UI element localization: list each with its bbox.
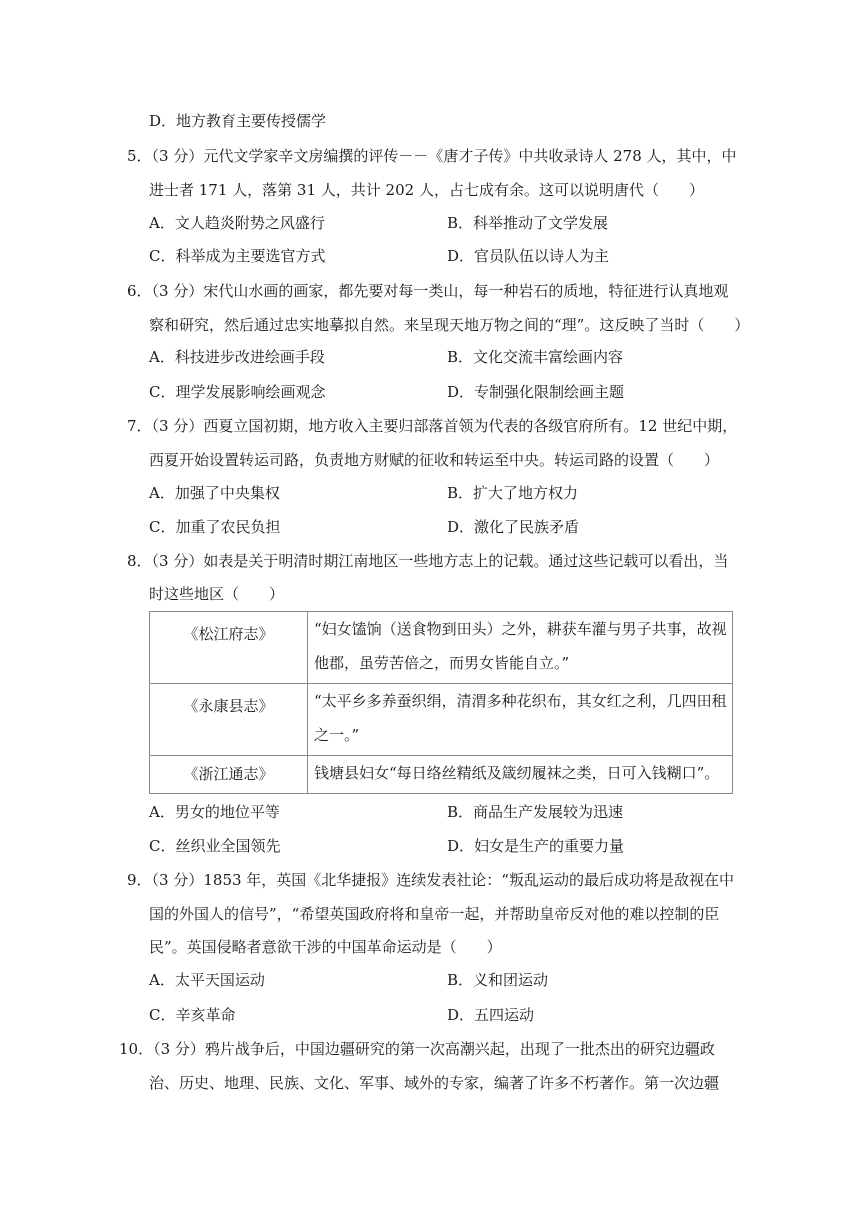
- q8-option-c: C．丝织业全国领先: [149, 837, 281, 855]
- table-row: [150, 684, 733, 756]
- table-row: [150, 612, 733, 684]
- q5-stem-line-1: 5．（3 分）元代文学家辛文房编撰的评传－－《唐才子传》中共收录诗人 278 人，其中，中: [127, 147, 737, 165]
- q8-option-d: D．妇女是生产的重要力量: [447, 837, 625, 855]
- q10-stem-line-2: 治、历史、地理、民族、文化、军事、域外的专家，编著了许多不朽著作。第一次边疆: [149, 1074, 720, 1092]
- q5-option-b: B．科举推动了文学发展: [447, 214, 609, 232]
- q9-stem-line-2: 国的外国人的信号”，“希望英国政府将和皇帝一起，并帮助皇帝反对他的难以控制的臣: [149, 905, 720, 923]
- source-title: 《松江府志》: [183, 625, 274, 643]
- q5-option-a: A．文人趋炎附势之风盛行: [149, 214, 325, 232]
- table-cell-text: [308, 684, 733, 756]
- q10-stem-line-1: 10．（3 分）鸦片战争后，中国边疆研究的第一次高潮兴起，出现了一批杰出的研究边疆政: [119, 1040, 715, 1058]
- q5-option-d: D．官员队伍以诗人为主: [447, 247, 610, 265]
- q8-stem-line-2: 时这些地区（ ）: [149, 585, 285, 603]
- q8-stem-line-1: 8．（3 分）如表是关于明清时期江南地区一些地方志上的记载。通过这些记载可以看出，当: [127, 552, 729, 570]
- q8-option-a: A．男女的地位平等: [149, 803, 280, 821]
- q4-option-d: D．地方教育主要传授儒学: [149, 112, 327, 130]
- q7-option-a: A．加强了中央集权: [149, 484, 280, 502]
- q7-option-b: B．扩大了地方权力: [447, 484, 579, 502]
- q6-stem-line-2: 察和研究，然后通过忠实地摹拟自然。来呈现天地万物之间的“理”。这反映了当时（ ）: [149, 316, 750, 334]
- q7-option-d: D．激化了民族矛盾: [447, 518, 580, 536]
- q9-option-c: C．辛亥革命: [149, 1006, 236, 1024]
- q5-option-c: C．科举成为主要选官方式: [149, 247, 326, 265]
- q9-stem-line-1: 9．（3 分）1853 年，英国《北华捷报》连续发表社论：“叛乱运动的最后成功将是敌视在中: [127, 871, 734, 889]
- q9-option-b: B．义和团运动: [447, 971, 549, 989]
- table-cell-text: [308, 756, 733, 794]
- q6-option-a: A．科技进步改进绘画手段: [149, 348, 325, 366]
- q8-option-b: B．商品生产发展较为迅速: [447, 803, 624, 821]
- record-text: 钱塘县妇女“每日络丝精纸及箴纫履袜之类，日可入钱糊口”。: [314, 764, 720, 782]
- table-cell-source: [150, 756, 308, 794]
- table-cell-source: [150, 612, 308, 684]
- table-cell-source: [150, 684, 308, 756]
- record-text: “妇女馌饷（送食物到田头）之外，耕获车灌与男子共事，故视他郡，虽劳苦倍之，而男女皆能自立。”: [314, 620, 727, 672]
- gazetteer-record-table: [149, 611, 733, 794]
- source-title: 《永康县志》: [183, 697, 274, 715]
- q6-stem-line-1: 6．（3 分）宋代山水画的画家，都先要对每一类山，每一种岩石的质地，特征进行认真地观: [127, 282, 729, 300]
- q5-stem-line-2: 进士者 171 人，落第 31 人，共计 202 人，占七成有余。这可以说明唐代（ ）: [149, 181, 704, 199]
- q9-option-d: D．五四运动: [447, 1006, 535, 1024]
- q7-stem-line-2: 西夏开始设置转运司路，负责地方财赋的征收和转运至中央。转运司路的设置（ ）: [149, 451, 720, 469]
- q9-stem-line-3: 民”。英国侵略者意欲干涉的中国革命运动是（ ）: [149, 938, 502, 956]
- q6-option-b: B．文化交流丰富绘画内容: [447, 348, 624, 366]
- q6-option-d: D．专制强化限制绘画主题: [447, 383, 625, 401]
- q9-option-a: A．太平天国运动: [149, 971, 265, 989]
- table-cell-text: [308, 612, 733, 684]
- record-text: “太平乡多养蚕织绢，清渭多种花织布，其女红之利，几四田租之一。”: [314, 692, 727, 744]
- q7-stem-line-1: 7．（3 分）西夏立国初期，地方收入主要归部落首领为代表的各级官府所有。12 世纪中期，: [127, 417, 738, 435]
- table-row: [150, 756, 733, 794]
- q6-option-c: C．理学发展影响绘画观念: [149, 383, 326, 401]
- q7-option-c: C．加重了农民负担: [149, 518, 281, 536]
- source-title: 《浙江通志》: [183, 765, 274, 783]
